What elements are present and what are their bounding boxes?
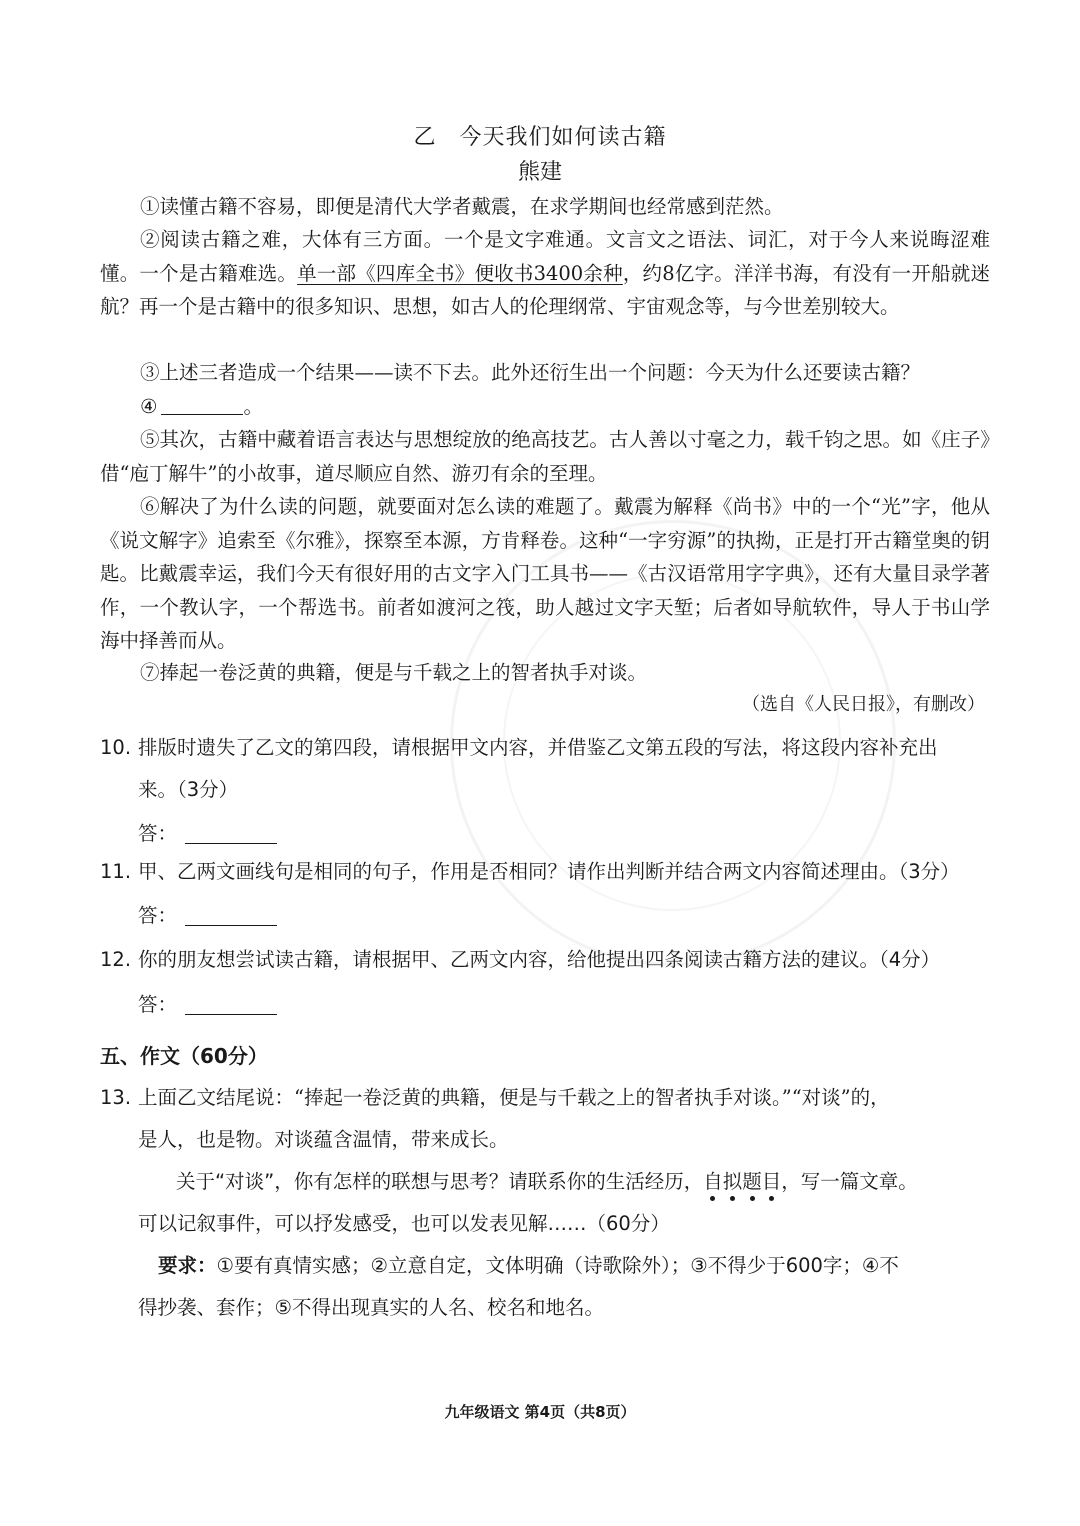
paragraph-4-blank [100, 390, 990, 424]
question-12 [100, 939, 990, 981]
answer-line[interactable] [185, 823, 277, 844]
prompt-text-c: 可以记叙事件，可以抒发感受，也可以发表见解……（60分） [138, 1212, 670, 1235]
paragraph-7-text: ⑦捧起一卷泛黄的典籍，便是与千载之上的智者执手对谈。 [140, 661, 648, 684]
underlined-sentence: 单一部《四库全书》便收书3400余种 [297, 261, 623, 285]
section-title-composition: 五、作文（60分） [100, 1044, 268, 1068]
question-number: 12. [100, 948, 132, 971]
paragraph-3 [100, 356, 990, 390]
answer-line[interactable] [185, 994, 277, 1015]
prompt-text-b: ，写一篇文章。 [781, 1170, 918, 1193]
answer-10 [138, 818, 277, 846]
answer-label: 答： [138, 904, 178, 927]
answer-12 [138, 989, 277, 1017]
article-title: 乙 今天我们如何读古籍 [413, 125, 667, 150]
fill-blank-line[interactable] [161, 394, 243, 415]
answer-label: 答： [138, 993, 178, 1016]
question-10 [100, 727, 990, 811]
question-13 [100, 1077, 990, 1329]
paragraph-3-text: ③上述三者造成一个结果——读不下去。此外还衍生出一个问题：今天为什么还要读古籍？ [140, 361, 921, 384]
page-footer: 九年级语文 第4页（共8页） [444, 1403, 636, 1421]
paragraph-7 [100, 656, 990, 690]
paragraph-4-number: ④ [140, 395, 158, 418]
question-text: 排版时遗失了乙文的第四段，请根据甲文内容，并借鉴乙文第五段的写法，将这段内容补充出 [138, 736, 938, 759]
emphasis-char: 自 [703, 1170, 723, 1193]
paragraph-4-period: 。 [243, 395, 263, 418]
paragraph-6-text: ⑥解决了为什么读的问题，就要面对怎么读的难题了。戴震为解释《尚书》中的一个“光”字，他从《说文解字》追索至《尔雅》，探察至本源，方肯释卷。这种“一字穷源”的执拗，正是打开古籍堂奥的钥匙。比戴震幸运，我们今天有很好用的古文字入门工具书——《古汉语常用字字典》，还有大量目录学著作，一个教认字，一个帮选书。前者如渡河之筏，助人越过文字天堑；后者如导航软件，导人于书山学海中择善而从。 [100, 495, 990, 652]
requirements-text-b: 得抄袭、套作；⑤不得出现真实的人名、校名和地名。 [138, 1296, 604, 1319]
paragraph-5 [100, 423, 990, 490]
emphasis-char: 目 [761, 1170, 782, 1193]
article-author: 熊建 [517, 160, 562, 185]
paragraph-2-text-a: ②阅读古籍之难，大体有三方面。一个是文字难通。文言文之语法、词汇，对于今人来说晦涩难懂。一个是古籍难选。 [100, 228, 990, 285]
paragraph-1-text: ①读懂古籍不容易，即便是清代大学者戴震，在求学期间也经常感到茫然。 [140, 195, 784, 218]
source-citation: （选自《人民日报》，有删改） [742, 694, 985, 715]
paragraph-1 [100, 190, 990, 224]
emphasis-char: 题 [742, 1170, 762, 1193]
question-text: 上面乙文结尾说：“捧起一卷泛黄的典籍，便是与千载之上的智者执手对谈。”“对谈”的， [138, 1086, 890, 1109]
question-text-continued: 是人，也是物。对谈蕴含温情，带来成长。 [138, 1128, 509, 1151]
paragraph-2-text-b: ，约8亿字。洋洋书海，有没有一开船就迷航？再一个是古籍中的很多知识、思想，如古人的伦理纲常、宇宙观念等，与今世差别较大。 [100, 261, 990, 318]
answer-11 [138, 900, 277, 928]
paragraph-6 [100, 490, 990, 658]
paragraph-5-text: ⑤其次，古籍中藏着语言表达与思想绽放的绝高技艺。古人善以寸毫之力，载千钧之思。如《庄子》借“庖丁解牛”的小故事，道尽顺应自然、游刃有余的至理。 [100, 428, 990, 485]
question-number: 13. [100, 1086, 132, 1109]
question-text: 甲、乙两文画线句是相同的句子，作用是否相同？请作出判断并结合两文内容简述理由。（3分） [138, 860, 960, 883]
question-number: 11. [100, 860, 132, 883]
question-11 [100, 851, 990, 893]
answer-line[interactable] [185, 905, 277, 926]
requirements-label: 要求： [158, 1254, 217, 1277]
question-text: 你的朋友想尝试读古籍，请根据甲、乙两文内容，给他提出四条阅读古籍方法的建议。（4分） [138, 948, 941, 971]
answer-label: 答： [138, 822, 178, 845]
question-text-continued: 来。（3分） [138, 778, 239, 801]
emphasis-char: 拟 [722, 1170, 743, 1193]
paragraph-2 [100, 223, 990, 324]
requirements-text-a: ①要有真情实感；②立意自定，文体明确（诗歌除外）；③不得少于600字；④不 [216, 1254, 899, 1277]
question-number: 10. [100, 736, 132, 759]
prompt-text-a: 关于“对谈”，你有怎样的联想与思考？请联系你的生活经历， [176, 1170, 704, 1193]
